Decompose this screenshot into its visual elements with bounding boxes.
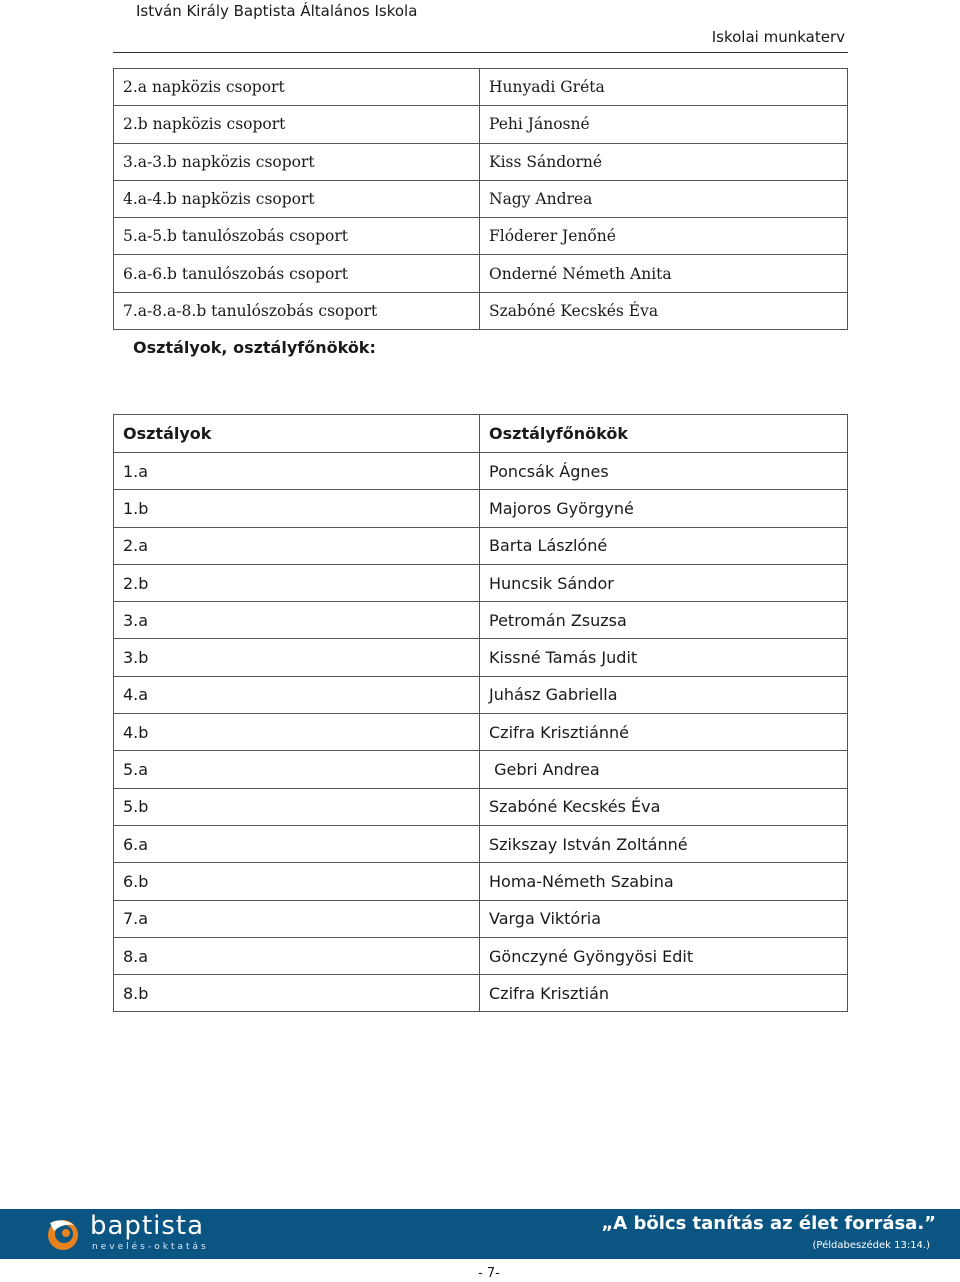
table-row xyxy=(114,788,848,825)
class-teacher: Kissné Tamás Judit xyxy=(480,639,848,676)
class-teacher: Barta Lászlóné xyxy=(480,527,848,564)
group-teacher: Hunyadi Gréta xyxy=(480,69,848,106)
table-row xyxy=(114,218,848,255)
class-name: 7.a xyxy=(114,900,480,937)
group-teacher: Onderné Németh Anita xyxy=(480,255,848,292)
baptista-logo-icon xyxy=(44,1215,82,1253)
table-row xyxy=(114,180,848,217)
class-teacher: Huncsik Sándor xyxy=(480,564,848,601)
class-name: 4.b xyxy=(114,714,480,751)
table-row xyxy=(114,490,848,527)
table-row xyxy=(114,900,848,937)
class-name: 4.a xyxy=(114,676,480,713)
table-row xyxy=(114,143,848,180)
group-name: 6.a-6.b tanulószobás csoport xyxy=(114,255,480,292)
logo-tagline: nevelés-oktatás xyxy=(92,1242,209,1252)
class-teacher: Varga Viktória xyxy=(480,900,848,937)
class-name: 5.a xyxy=(114,751,480,788)
group-name: 2.a napközis csoport xyxy=(114,69,480,106)
class-teacher: Petromán Zsuzsa xyxy=(480,602,848,639)
class-teacher: Poncsák Ágnes xyxy=(480,453,848,490)
table-row xyxy=(114,975,848,1012)
table-row xyxy=(114,564,848,601)
class-name: 3.b xyxy=(114,639,480,676)
section-heading: Osztályok, osztályfőnökök: xyxy=(133,338,376,357)
group-teacher: Nagy Andrea xyxy=(480,180,848,217)
class-name: 6.b xyxy=(114,863,480,900)
classes-table xyxy=(113,414,848,1012)
table-row xyxy=(114,106,848,143)
group-teacher: Kiss Sándorné xyxy=(480,143,848,180)
group-table xyxy=(113,68,848,330)
class-teacher: Juhász Gabriella xyxy=(480,676,848,713)
table-row xyxy=(114,825,848,862)
table-row xyxy=(114,292,848,329)
table-header-row xyxy=(114,415,848,453)
group-teacher: Pehi Jánosné xyxy=(480,106,848,143)
page-number: - 7- xyxy=(478,1266,500,1281)
class-teacher: Gebri Andrea xyxy=(480,751,848,788)
school-name: István Király Baptista Általános Iskola xyxy=(136,2,418,20)
class-name: 3.a xyxy=(114,602,480,639)
table-row xyxy=(114,937,848,974)
group-name: 7.a-8.a-8.b tanulószobás csoport xyxy=(114,292,480,329)
class-teacher: Homa-Németh Szabina xyxy=(480,863,848,900)
classes-table-body xyxy=(114,453,848,1012)
table-row xyxy=(114,453,848,490)
class-name: 1.b xyxy=(114,490,480,527)
group-table-body xyxy=(114,69,848,330)
class-teacher: Gönczyné Gyöngyösi Edit xyxy=(480,937,848,974)
class-teacher: Czifra Krisztiánné xyxy=(480,714,848,751)
table-row xyxy=(114,527,848,564)
class-name: 1.a xyxy=(114,453,480,490)
table-row xyxy=(114,676,848,713)
class-teacher: Szabóné Kecskés Éva xyxy=(480,788,848,825)
group-name: 5.a-5.b tanulószobás csoport xyxy=(114,218,480,255)
table-row xyxy=(114,714,848,751)
class-name: 5.b xyxy=(114,788,480,825)
group-name: 2.b napközis csoport xyxy=(114,106,480,143)
group-name: 3.a-3.b napközis csoport xyxy=(114,143,480,180)
group-teacher: Flóderer Jenőné xyxy=(480,218,848,255)
footer-quote-reference: (Példabeszédek 13:14.) xyxy=(812,1240,930,1251)
logo-wordmark: baptista xyxy=(90,1211,205,1241)
class-name: 2.b xyxy=(114,564,480,601)
class-name: 6.a xyxy=(114,825,480,862)
table-row xyxy=(114,69,848,106)
class-name: 2.a xyxy=(114,527,480,564)
class-name: 8.a xyxy=(114,937,480,974)
group-name: 4.a-4.b napközis csoport xyxy=(114,180,480,217)
class-teacher: Majoros Györgyné xyxy=(480,490,848,527)
class-teacher: Szikszay István Zoltánné xyxy=(480,825,848,862)
footer-banner xyxy=(0,1209,960,1259)
class-name: 8.b xyxy=(114,975,480,1012)
table-row xyxy=(114,863,848,900)
footer-quote: „A bölcs tanítás az élet forrása.” xyxy=(601,1213,936,1234)
table-row xyxy=(114,255,848,292)
document-title: Iskolai munkaterv xyxy=(711,28,845,46)
group-teacher: Szabóné Kecskés Éva xyxy=(480,292,848,329)
header-classes: Osztályok xyxy=(114,415,480,453)
table-row xyxy=(114,639,848,676)
header-teachers: Osztályfőnökök xyxy=(480,415,848,453)
table-row xyxy=(114,751,848,788)
table-row xyxy=(114,602,848,639)
class-teacher: Czifra Krisztián xyxy=(480,975,848,1012)
header-divider xyxy=(113,52,848,53)
